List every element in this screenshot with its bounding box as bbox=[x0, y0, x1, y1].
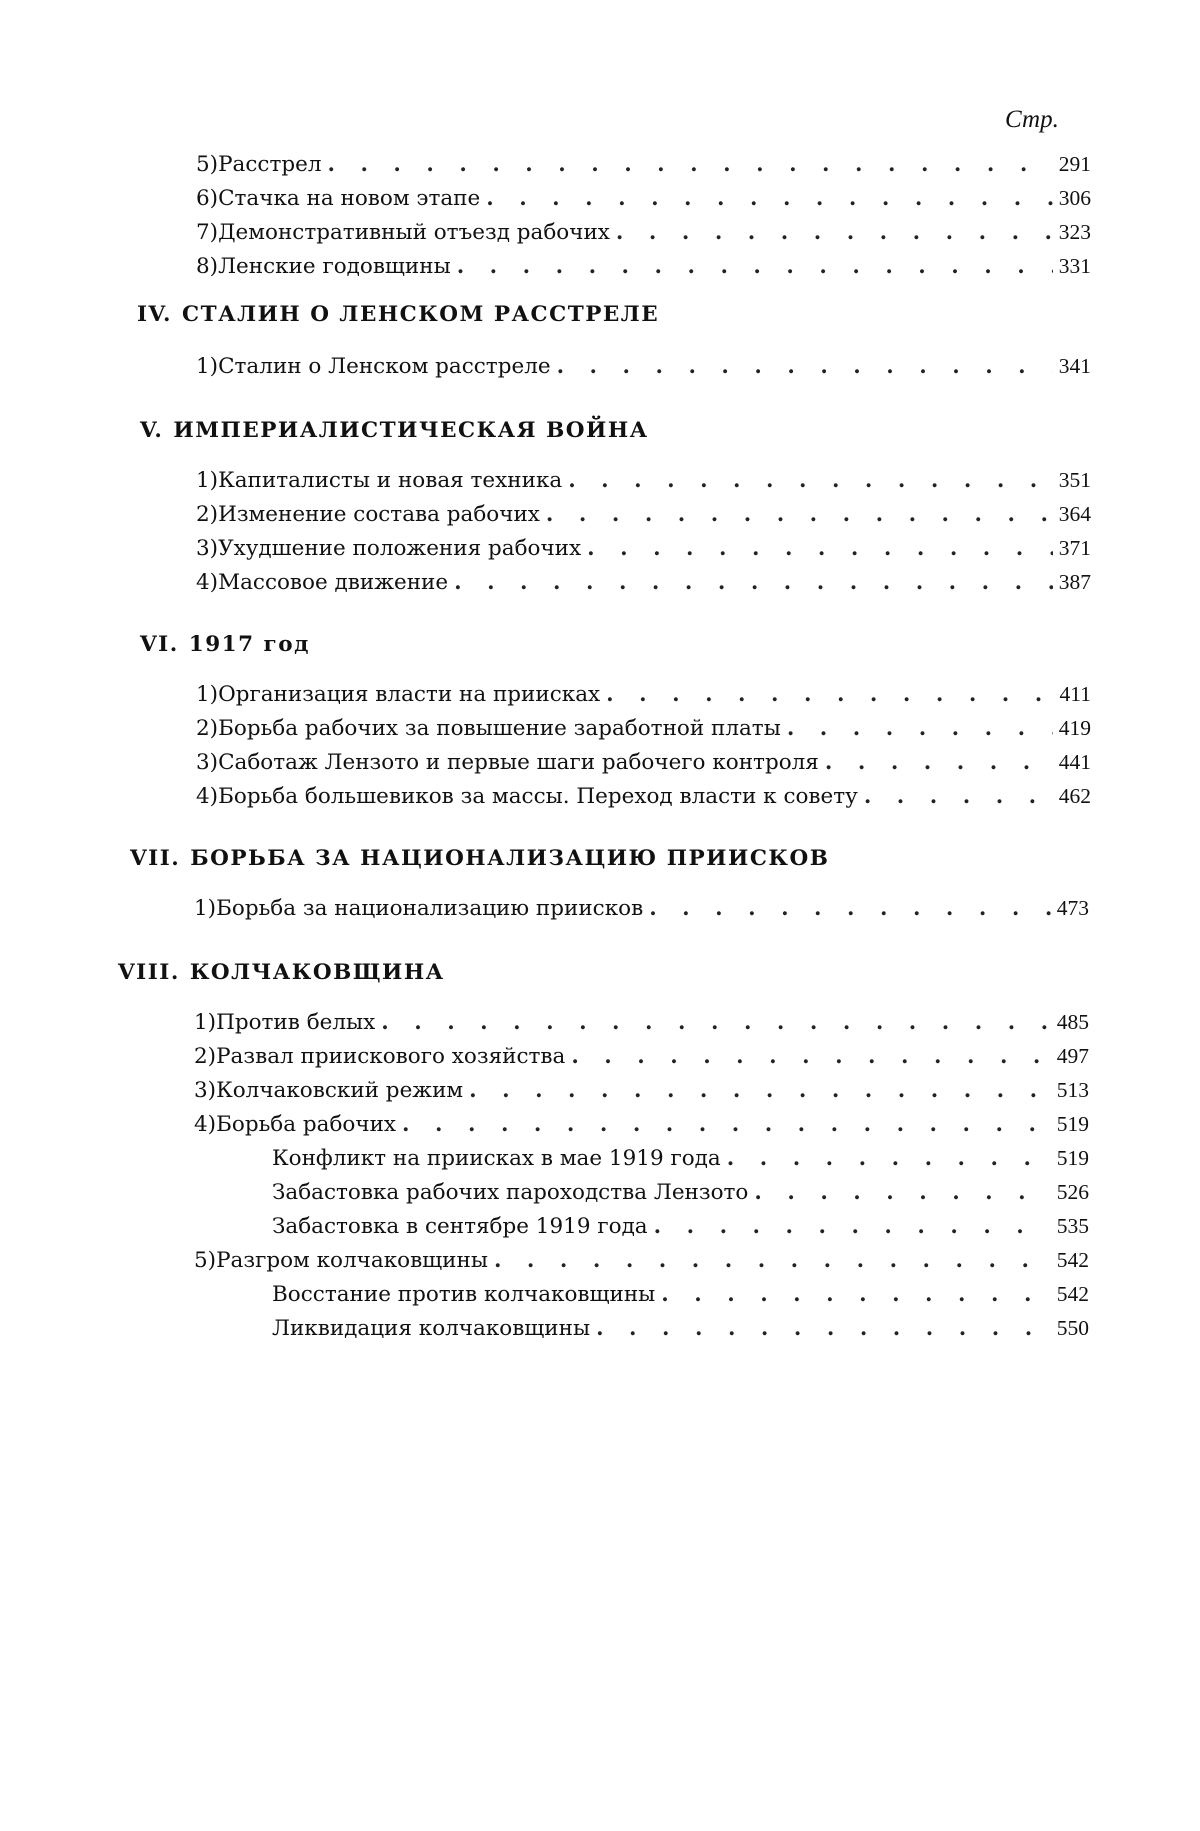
entry-title: Ухудшение положения рабочих bbox=[218, 536, 582, 561]
entry-page: 371 bbox=[1058, 536, 1091, 560]
entry-number: 2) bbox=[194, 1044, 217, 1069]
section-title: БОРЬБА ЗА НАЦИОНАЛИЗАЦИЮ ПРИИСКОВ bbox=[190, 846, 830, 871]
entry-page: 341 bbox=[1058, 354, 1091, 378]
toc-entry bbox=[194, 892, 1089, 924]
entry-page: 497 bbox=[1056, 1044, 1089, 1068]
entry-title: Борьба рабочих bbox=[216, 1112, 397, 1137]
entry-page: 306 bbox=[1058, 186, 1091, 210]
entry-title: Сталин о Ленском расстреле bbox=[218, 354, 551, 379]
entry-page: 526 bbox=[1056, 1180, 1089, 1204]
dot-leader bbox=[402, 1109, 1051, 1141]
entry-title: Саботаж Лензото и первые шаги рабочего контроля bbox=[218, 750, 819, 775]
section-title: ИМПЕРИАЛИСТИЧЕСКАЯ ВОЙНА bbox=[173, 418, 649, 443]
dot-leader bbox=[661, 1279, 1050, 1311]
dot-leader bbox=[494, 1245, 1051, 1277]
entry-title: Борьба большевиков за массы. Переход власти к совету bbox=[218, 784, 858, 809]
entry-title: Капиталисты и новая техника bbox=[218, 468, 563, 493]
entry-page: 411 bbox=[1059, 682, 1091, 706]
dot-leader bbox=[825, 747, 1053, 779]
toc-entry bbox=[196, 498, 1091, 530]
entry-number: 1) bbox=[196, 468, 219, 493]
section-heading bbox=[137, 302, 659, 327]
entry-title: Разгром колчаковщины bbox=[216, 1248, 488, 1273]
entry-title: Против белых bbox=[216, 1010, 376, 1035]
entry-number: 4) bbox=[196, 570, 219, 595]
page-column-header: Стр. bbox=[1005, 106, 1059, 133]
entry-number: 2) bbox=[196, 502, 219, 527]
entry-title: Ликвидация колчаковщины bbox=[272, 1316, 591, 1341]
toc-entry bbox=[196, 712, 1091, 744]
entry-page: 519 bbox=[1056, 1112, 1089, 1136]
toc-entry bbox=[196, 566, 1091, 598]
toc-entry bbox=[196, 148, 1091, 180]
entry-title: Демонстративный отъезд рабочих bbox=[218, 220, 610, 245]
entry-number: 1) bbox=[194, 1010, 217, 1035]
toc-entry bbox=[196, 780, 1091, 812]
dot-leader bbox=[568, 465, 1053, 497]
entry-title: Борьба за национализацию приисков bbox=[216, 896, 644, 921]
entry-number: 4) bbox=[196, 784, 219, 809]
entry-title: Массовое движение bbox=[218, 570, 449, 595]
entry-page: 473 bbox=[1056, 896, 1089, 920]
section-numeral: IV. bbox=[137, 302, 172, 327]
entry-number: 1) bbox=[196, 682, 219, 707]
dot-leader bbox=[546, 499, 1053, 531]
toc-entry bbox=[196, 250, 1091, 282]
toc-entry bbox=[196, 746, 1091, 778]
entry-number: 8) bbox=[196, 254, 219, 279]
dot-leader bbox=[606, 679, 1053, 711]
entry-page: 485 bbox=[1056, 1010, 1089, 1034]
entry-page: 519 bbox=[1056, 1146, 1089, 1170]
toc-entry bbox=[194, 1040, 1089, 1072]
dot-leader bbox=[787, 713, 1053, 745]
entry-title: Конфликт на приисках в мае 1919 года bbox=[272, 1146, 721, 1171]
entry-title: Организация власти на приисках bbox=[218, 682, 601, 707]
entry-title: Восстание против колчаковщины bbox=[272, 1282, 656, 1307]
entry-number: 1) bbox=[196, 354, 219, 379]
toc-entry bbox=[196, 532, 1091, 564]
entry-page: 542 bbox=[1056, 1248, 1089, 1272]
toc-subentry bbox=[272, 1210, 1089, 1242]
toc-entry bbox=[196, 678, 1091, 710]
entry-title: Расстрел bbox=[218, 152, 322, 177]
section-heading bbox=[118, 960, 445, 985]
section-heading bbox=[130, 846, 829, 871]
toc-subentry bbox=[272, 1142, 1089, 1174]
entry-page: 535 bbox=[1056, 1214, 1089, 1238]
entry-number: 5) bbox=[194, 1248, 217, 1273]
entry-number: 3) bbox=[196, 536, 219, 561]
entry-number: 6) bbox=[196, 186, 219, 211]
entry-title: Развал приискового хозяйства bbox=[216, 1044, 566, 1069]
entry-page: 550 bbox=[1056, 1316, 1089, 1340]
dot-leader bbox=[469, 1075, 1051, 1107]
dot-leader bbox=[654, 1211, 1051, 1243]
toc-entry bbox=[196, 350, 1091, 382]
entry-page: 387 bbox=[1058, 570, 1091, 594]
dot-leader bbox=[649, 893, 1051, 925]
dot-leader bbox=[754, 1177, 1050, 1209]
entry-number: 1) bbox=[194, 896, 217, 921]
toc-subentry bbox=[272, 1312, 1089, 1344]
entry-title: Борьба рабочих за повышение заработной платы bbox=[218, 716, 781, 741]
toc-subentry bbox=[272, 1278, 1089, 1310]
dot-leader bbox=[587, 533, 1053, 565]
dot-leader bbox=[571, 1041, 1050, 1073]
section-heading bbox=[140, 632, 310, 657]
entry-page: 419 bbox=[1058, 716, 1091, 740]
section-title: 1917 год bbox=[188, 632, 310, 657]
section-title: СТАЛИН О ЛЕНСКОМ РАССТРЕЛЕ bbox=[181, 302, 660, 327]
toc-entry bbox=[194, 1108, 1089, 1140]
entry-page: 513 bbox=[1056, 1078, 1089, 1102]
entry-page: 291 bbox=[1058, 152, 1091, 176]
dot-leader bbox=[486, 183, 1053, 215]
section-title: КОЛЧАКОВЩИНА bbox=[189, 960, 445, 985]
entry-number: 3) bbox=[194, 1078, 217, 1103]
entry-title: Забастовка рабочих пароходства Лензото bbox=[272, 1180, 749, 1205]
entry-page: 441 bbox=[1058, 750, 1091, 774]
dot-leader bbox=[557, 351, 1053, 383]
section-numeral: VII. bbox=[130, 846, 181, 871]
toc-entry bbox=[194, 1074, 1089, 1106]
entry-number: 3) bbox=[196, 750, 219, 775]
entry-number: 7) bbox=[196, 220, 219, 245]
entry-title: Забастовка в сентябре 1919 года bbox=[272, 1214, 648, 1239]
toc-entry bbox=[196, 464, 1091, 496]
toc-entry bbox=[194, 1244, 1089, 1276]
entry-page: 351 bbox=[1058, 468, 1091, 492]
entry-title: Изменение состава рабочих bbox=[218, 502, 540, 527]
section-heading bbox=[140, 418, 649, 443]
entry-title: Стачка на новом этапе bbox=[218, 186, 481, 211]
dot-leader bbox=[327, 149, 1052, 181]
entry-number: 2) bbox=[196, 716, 219, 741]
dot-leader bbox=[596, 1313, 1051, 1345]
entry-page: 462 bbox=[1058, 784, 1091, 808]
entry-number: 4) bbox=[194, 1112, 217, 1137]
entry-page: 331 bbox=[1058, 254, 1091, 278]
entry-number: 5) bbox=[196, 152, 219, 177]
toc-entry bbox=[194, 1006, 1089, 1038]
entry-title: Ленские годовщины bbox=[218, 254, 451, 279]
toc-entry bbox=[196, 182, 1091, 214]
toc-entry bbox=[196, 216, 1091, 248]
dot-leader bbox=[381, 1007, 1050, 1039]
dot-leader bbox=[616, 217, 1053, 249]
section-numeral: V. bbox=[140, 418, 164, 443]
dot-leader bbox=[864, 781, 1053, 813]
entry-page: 542 bbox=[1056, 1282, 1089, 1306]
entry-page: 364 bbox=[1058, 502, 1091, 526]
section-numeral: VIII. bbox=[118, 960, 180, 985]
toc-subentry bbox=[272, 1176, 1089, 1208]
section-numeral: VI. bbox=[140, 632, 179, 657]
dot-leader bbox=[454, 567, 1053, 599]
entry-page: 323 bbox=[1058, 220, 1091, 244]
dot-leader bbox=[457, 251, 1053, 283]
entry-title: Колчаковский режим bbox=[216, 1078, 464, 1103]
dot-leader bbox=[727, 1143, 1051, 1175]
